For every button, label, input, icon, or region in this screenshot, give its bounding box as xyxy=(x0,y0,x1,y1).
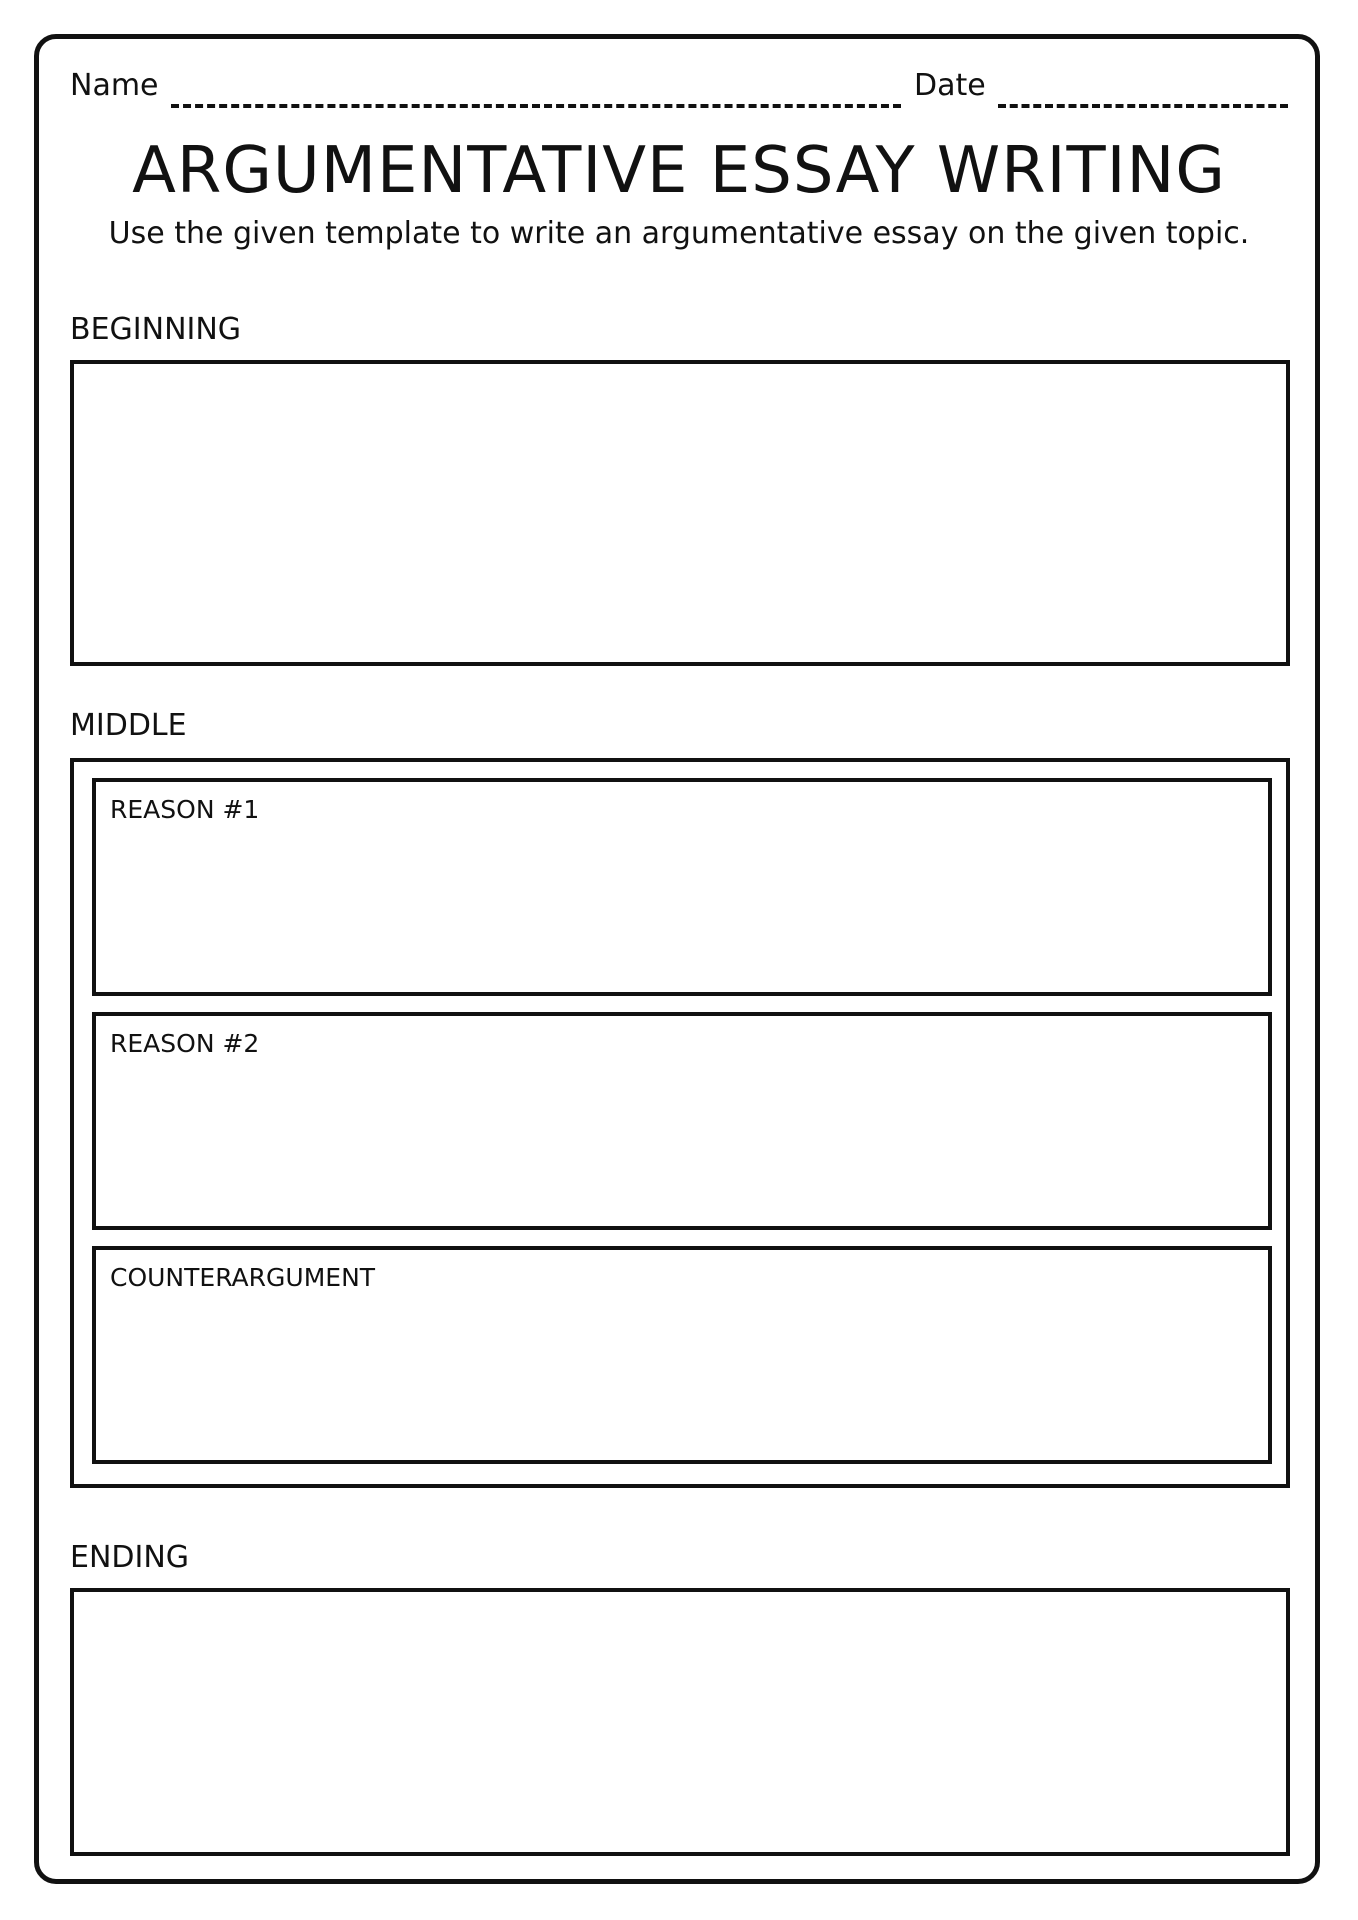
name-field[interactable] xyxy=(70,64,901,108)
date-field[interactable] xyxy=(914,64,1288,108)
counterargument-label: COUNTERARGUMENT xyxy=(110,1263,376,1292)
name-label: Name xyxy=(70,68,159,103)
counterargument-box[interactable] xyxy=(92,1246,1272,1464)
reason-2-label: REASON #2 xyxy=(110,1029,260,1058)
middle-label: MIDDLE xyxy=(70,708,187,743)
ending-label: ENDING xyxy=(70,1540,190,1575)
ending-writing-area[interactable] xyxy=(74,1592,1286,1852)
reason-2-writing-area[interactable] xyxy=(96,1016,1268,1226)
reason-1-label: REASON #1 xyxy=(110,795,260,824)
name-blank-line[interactable] xyxy=(171,78,901,108)
ending-box[interactable] xyxy=(70,1588,1290,1856)
date-label: Date xyxy=(914,68,986,103)
beginning-box[interactable] xyxy=(70,360,1290,666)
reason-1-writing-area[interactable] xyxy=(96,782,1268,992)
reason-1-box[interactable] xyxy=(92,778,1272,996)
reason-2-box[interactable] xyxy=(92,1012,1272,1230)
worksheet-instructions: Use the given template to write an argumentative essay on the given topic. xyxy=(108,216,1250,251)
middle-box xyxy=(70,758,1290,1488)
date-blank-line[interactable] xyxy=(998,78,1288,108)
beginning-writing-area[interactable] xyxy=(74,364,1286,662)
beginning-label: BEGINNING xyxy=(70,312,242,347)
worksheet-title: ARGUMENTATIVE ESSAY WRITING xyxy=(132,134,1226,208)
